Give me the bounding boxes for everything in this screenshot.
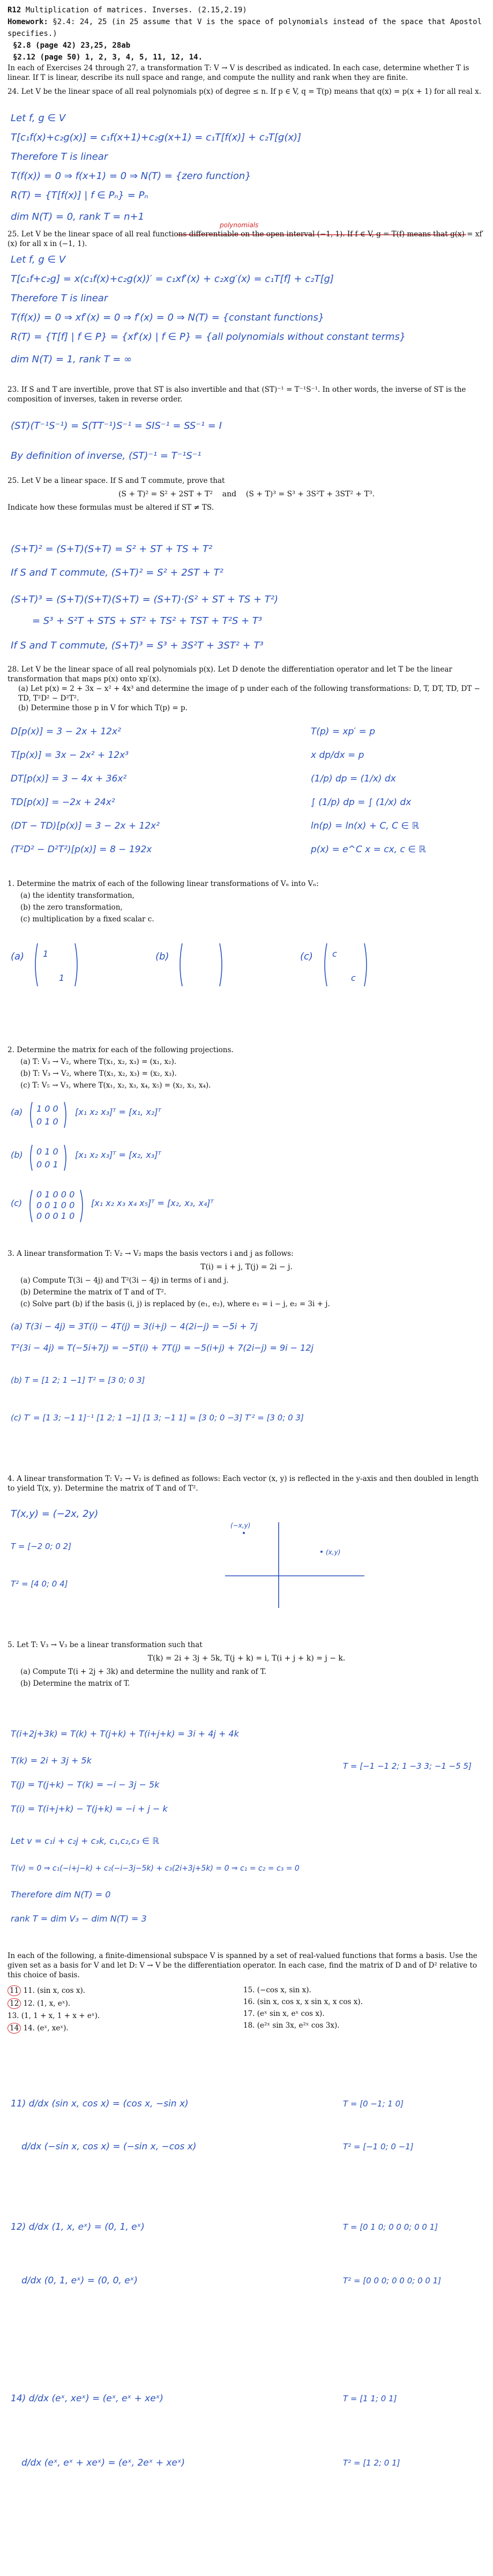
last-item-12-marker: 12	[8, 1998, 21, 2009]
svg-text:T² = [4 0; 0 4]: T² = [4 0; 0 4]	[11, 1579, 68, 1589]
last-item-13: 13. (1, 1 + x, 1 + x + eˣ).	[8, 2012, 100, 2020]
p25-hw-4: R(T) = {T[f] | f ∈ P} = {xf′(x) | f ∈ P} = {all polynomials without constant terms}	[11, 331, 406, 343]
last-hw-4: 14) d/dx (eˣ, xeˣ) = (eˣ, eˣ + xeˣ)	[11, 2393, 163, 2404]
p25b-hw-1: If S and T commute, (S+T)² = S² + 2ST + T²	[11, 567, 223, 578]
last-item-11-marker: 11	[8, 1985, 21, 1996]
p28-hw-left-2: DT[p(x)] = 3 − 4x + 36x²	[11, 773, 127, 784]
p24-hw-5: dim N(T) = 0, rank T = n+1	[11, 211, 145, 222]
p28-hw-right-2: (1/p) dp = (1/x) dx	[311, 773, 396, 784]
q4-text: 4. A linear transformation T: V₂ → V₂ is defined as follows: Each vector (x, y) is reflected in the y-axis and then doubled in length to yield T(x, y). Determine the matrix of T and of T².	[8, 1475, 479, 1493]
p25-hw-5: dim N(T) = 1, rank T = ∞	[11, 354, 132, 365]
q1-text: 1. Determine the matrix of each of the following linear transformations of Vₙ into Vₙ:	[8, 880, 319, 888]
svg-text:T = [−2 0; 0 2]: T = [−2 0; 0 2]	[11, 1542, 72, 1551]
svg-text:T² = [0 0 0; 0 0 0; 0 0 1]: T² = [0 0 0; 0 0 0; 0 0 1]	[343, 2276, 442, 2285]
q4-axes	[225, 1522, 364, 1608]
svg-text:(b) T = [1 2; 1 −1] T² =: (b) T = [1 2; 1 −1] T² = [3 0; 0 3]	[11, 1375, 145, 1385]
q2-item-c: (c) T: V₅ → V₃, where T(x₁, x₂, x₃, x₄, x₅) = (x₂, x₃, x₄).	[20, 1081, 211, 1090]
problem-28-a: (a) Let p(x) = 2 + 3x − x² + 4x³ and determine the image of p under each of the following transformations: D, T, DT, TD, DT − TD, T²D² − D²T².	[18, 684, 480, 703]
svg-text:(a): (a)	[11, 951, 25, 962]
p28-hw-right-4: ln(p) = ln(x) + C, C ∈ ℝ	[311, 821, 420, 831]
problem-24-text: 24. Let V be the linear space of all real polynomials p(x) of degree ≤ n. If p ∈ V, q = T(p) means that q(x) = p(x + 1) for all real x.	[8, 87, 482, 96]
intro-block	[8, 63, 485, 96]
q5-text: 5. Let T: V₃ → V₃ be a linear transformation such that	[8, 1641, 203, 1649]
svg-text:[x₁ x₂ x₃]ᵀ = [x₂, x₃]ᵀ: [x₁ x₂ x₃]ᵀ = [x₂, x₃]ᵀ	[75, 1150, 161, 1160]
p25-hw-2: Therefore T is linear	[11, 293, 108, 304]
svg-text:c: c	[351, 973, 356, 983]
title-code: R12	[8, 6, 21, 14]
q3-eq: T(i) = i + j, T(j) = 2i − j.	[200, 1263, 293, 1271]
svg-text:(x,y): (x,y)	[326, 1548, 341, 1556]
q5-hw-1: T(k) = 2i + 3j + 5k	[11, 1755, 92, 1766]
q4-matrices	[11, 1542, 71, 1589]
svg-text:(b): (b)	[155, 951, 169, 962]
last-item-18: 18. (e²ˣ sin 3x, e²ˣ cos 3x).	[243, 2021, 340, 2030]
last-hw-1: d/dx (−sin x, cos x) = (−sin x, −cos x)	[21, 2141, 197, 2152]
p24-hw-3: T(f(x)) = 0 ⇒ f(x+1) = 0 ⇒ N(T) = {zero function}	[11, 170, 251, 182]
last-hw-5: d/dx (eˣ, eˣ + xeˣ) = (eˣ, 2eˣ + xeˣ)	[21, 2458, 185, 2468]
q5-hw-3: T(i) = T(i+j+k) − T(j+k) = −i + j − k	[11, 1804, 168, 1814]
problem-28-b: (b) Determine those p in V for which T(p) = p.	[18, 704, 188, 712]
q5-item-b: (b) Determine the matrix of T.	[20, 1679, 130, 1688]
q5-hw-0: T(i+2j+3k) = T(k) + T(j+k) + T(i+j+k) = 3i + 4j + 4k	[11, 1729, 239, 1739]
p24-hw-4: R(T) = {T[f(x)] | f ∈ Pₙ} = Pₙ	[11, 190, 148, 201]
p25b-hw-2: (S+T)³ = (S+T)(S+T)(S+T) = (S+T)·(S² + ST + TS + T²)	[11, 594, 279, 605]
p25-hw-3: T(f(x)) = 0 ⇒ xf′(x) = 0 ⇒ f′(x) = 0 ⇒ N(T) = {constant functions}	[11, 312, 325, 323]
last-item-15: 15. (−cos x, sin x).	[243, 1986, 311, 1994]
svg-text:1: 1	[59, 973, 65, 983]
p25b-eq2: (S + T)³ = S³ + 3S²T + 3ST² + T³.	[245, 490, 375, 498]
svg-text:T = [0 −1; 1 0]: T = [0 −1; 1 0]	[343, 2099, 404, 2109]
p25-hw-1: T[c₁f+c₂g] = x(c₁f(x)+c₂g(x))′ = c₁xf′(x) + c₂xg′(x) = c₁T[f] + c₂T[g]	[11, 273, 334, 285]
q5-item-a: (a) Compute T(i + 2j + 3k) and determine the nullity and rank of T.	[20, 1667, 267, 1676]
problem-23	[8, 385, 485, 404]
q2-matrices	[11, 1102, 214, 1222]
last-hw-0: 11) d/dx (sin x, cos x) = (cos x, −sin x)	[11, 2098, 189, 2109]
q3-text: 3. A linear transformation T: V₂ → V₂ maps the basis vectors i and j as follows:	[8, 1249, 294, 1258]
svg-text:0 0 1: 0 0 1	[36, 1159, 58, 1170]
problem-25	[8, 229, 485, 249]
p28-hw-left-5: (T²D² − D²T²)[p(x)] = 8 − 192x	[11, 844, 152, 855]
problem-25b-text: 25. Let V be a linear space. If S and T commute, prove that	[8, 477, 225, 485]
svg-text:T = [1 1; 0 1]: T = [1 1; 0 1]	[343, 2394, 397, 2403]
q5-hw-7: rank T = dim V₃ − dim N(T) = 3	[11, 1914, 147, 1924]
q4-hw-0: T(x,y) = (−2x, 2y)	[11, 1508, 99, 1520]
svg-text:[x₁ x₂ x₃ x₄ x₅]ᵀ = [x₂, x₃, x: [x₁ x₂ x₃ x₄ x₅]ᵀ = [x₂, x₃, x₄]ᵀ	[91, 1198, 214, 1208]
homework-text: §2.4: 24, 25 (in 25 assume that V is the space of polynomials instead of the space that Apostol specifies.)	[8, 18, 482, 38]
svg-text:0 1 0 0 0: 0 1 0 0 0	[36, 1189, 75, 1200]
svg-text:[x₁ x₂ x₃]ᵀ = [x₁, x₂]ᵀ: [x₁ x₂ x₃]ᵀ = [x₁, x₂]ᵀ	[75, 1107, 161, 1117]
svg-text:0 0 0 1 0: 0 0 0 1 0	[36, 1211, 75, 1221]
p23-hw-1: By definition of inverse, (ST)⁻¹ = T⁻¹S⁻¹	[11, 450, 201, 461]
svg-text:(c): (c)	[11, 1198, 23, 1208]
q3-hw-1: T²(3i − 4j) = T(−5i+7j) = −5T(i) + 7T(j) = −5(i+j) + 7(2i−j) = 9i − 12j	[11, 1343, 313, 1353]
last-hw-3: d/dx (0, 1, eˣ) = (0, 0, eˣ)	[21, 2275, 138, 2286]
last-item-14: 14. (eˣ, xeˣ).	[23, 2024, 69, 2032]
last-item-11: 11. (sin x, cos x).	[23, 1986, 86, 1995]
p28-hw-right-0: T(p) = xp′ = p	[311, 726, 376, 737]
p28-hw-right-3: ∫ (1/p) dp = ∫ (1/x) dx	[311, 797, 412, 808]
last-item-17: 17. (eˣ sin x, eˣ cos x).	[243, 2009, 325, 2018]
last-item-12: 12. (1, x, eˣ).	[23, 1999, 71, 2008]
svg-text:0 1 0: 0 1 0	[36, 1146, 58, 1157]
question-2	[8, 1045, 485, 1092]
problem-25-text: 25. Let V be the linear space of all real functions differentiable on the open interval (−1, 1). If f ∈ V, g = T(f) means that g(x) = xf′(x) for all x in (−1, 1).	[8, 230, 484, 248]
problem-25b-text2: Indicate how these formulas must be altered if ST ≠ TS.	[8, 503, 214, 512]
question-3	[8, 1249, 485, 1311]
p25b-eq1: (S + T)² = S² + 2ST + T²	[118, 490, 213, 498]
q3-item-b: (b) Determine the matrix of T and of T².	[20, 1288, 167, 1297]
p28-hw-right-5: p(x) = e^C x = cx, c ∈ ℝ	[311, 844, 426, 855]
q5-matrix	[343, 1761, 472, 1771]
svg-text:c: c	[332, 949, 337, 959]
q1-item-b: (b) the zero transformation,	[20, 903, 123, 912]
q5-eq: T(k) = 2i + 3j + 5k, T(j + k) = i, T(i + j + k) = j − k.	[147, 1654, 346, 1663]
p25b-hw-3: = S³ + S²T + STS + ST² + TS² + TST + T²S + T³	[32, 615, 263, 627]
homework-label: Homework:	[8, 18, 48, 26]
p25b-hw-0: (S+T)² = (S+T)(S+T) = S² + ST + TS + T²	[11, 544, 213, 555]
question-5	[8, 1640, 485, 1691]
section-2-8: §2.8 (page 42) 23,25, 28ab	[13, 41, 131, 50]
q3-item-c: (c) Solve part (b) if the basis (i, j) is replaced by (e₁, e₂), where e₁ = i − j, e₂ = 3i + j.	[20, 1300, 330, 1308]
last-text: In each of the following, a finite-dimensional subspace V is spanned by a set of real-valued functions that forms a basis. Use the given set as a basis for V and let D: V → V be the differentiation operator. In each case, find the matrix of D and of D² relative to this choice of basis.	[8, 1952, 477, 1979]
q3-item-a: (a) Compute T(3i − 4j) and T²(3i − 4j) in terms of i and j.	[20, 1276, 229, 1285]
svg-text:(a): (a)	[11, 1107, 23, 1117]
question-4	[8, 1474, 485, 1493]
q2-item-b: (b) T: V₃ → V₂, where T(x₁, x₂, x₃) = (x₂, x₃).	[20, 1069, 177, 1078]
p28-hw-left-1: T[p(x)] = 3x − 2x² + 12x³	[11, 750, 129, 761]
svg-text:(c) T′ = [1 3; −1 1]⁻¹ [1 2;: (c) T′ = [1 3; −1 1]⁻¹ [1 2; 1 −1] [1 3; −1 1] = [3 0; 0 −3] T′² = [3 0; 0 3]	[11, 1413, 304, 1423]
problem-28-text: 28. Let V be the linear space of all real polynomials p(x). Let D denote the differentiation operator and let T be the linear transformation that maps p(x) onto xp′(x).	[8, 665, 452, 683]
q5-hw-2: T(j) = T(j+k) − T(k) = −i − 3j − 5k	[11, 1780, 160, 1790]
svg-text:0 0 1 0 0: 0 0 1 0 0	[36, 1200, 75, 1210]
q3-matrices	[11, 1375, 304, 1423]
svg-text:1: 1	[43, 949, 49, 959]
q3-hw-0: (a) T(3i − 4j) = 3T(i) − 4T(j) = 3(i+j) − 4(2i−j) = −5i + 7j	[11, 1321, 258, 1331]
problem-23-text: 23. If S and T are invertible, prove that ST is also invertible and that (ST)⁻¹ = T⁻¹S⁻¹. In other words, the inverse of ST is the composition of inverses, taken in reverse order.	[8, 385, 466, 404]
header	[0, 0, 493, 63]
q1-matrices	[11, 943, 367, 986]
svg-text:T² = [−1 0; 0 −1]: T² = [−1 0; 0 −1]	[343, 2142, 414, 2151]
svg-text:(b): (b)	[11, 1150, 23, 1160]
q1-item-a: (a) the identity transformation,	[20, 891, 135, 900]
last-matrices	[343, 2099, 441, 2468]
svg-text:(c): (c)	[300, 951, 313, 962]
q2-item-a: (a) T: V₃ → V₂, where T(x₁, x₂, x₃) = (x₁, x₂).	[20, 1058, 177, 1066]
p28-hw-left-3: TD[p(x)] = −2x + 24x²	[11, 797, 115, 808]
last-item-16: 16. (sin x, cos x, x sin x, x cos x).	[243, 1998, 363, 2006]
svg-text:1 0 0: 1 0 0	[36, 1104, 58, 1114]
svg-text:(−x,y): (−x,y)	[230, 1522, 251, 1529]
svg-text:T = [0 1 0; 0 0 0; 0 0 1]: T = [0 1 0; 0 0 0; 0 0 1]	[343, 2222, 438, 2232]
p24-hw-0: Let f, g ∈ V	[11, 113, 66, 124]
q1-item-c: (c) multiplication by a fixed scalar c.	[20, 915, 154, 924]
svg-text:T = [−1 −1 2; 1 −3 3; −1 −5 5]: T = [−1 −1 2; 1 −3 3; −1 −5 5]	[343, 1761, 472, 1771]
p28-hw-left-4: (DT − TD)[p(x)] = 3 − 2x + 12x²	[11, 821, 160, 831]
question-1	[8, 879, 485, 926]
p25-hw-0: Let f, g ∈ V	[11, 254, 66, 265]
intro-text: In each of Exercises 24 through 27, a transformation T: V → V is described as indicated. In each case, determine whether T is linear. If T is linear, describe its null space and range, and compute the nullity and rank when they are finite.	[8, 64, 469, 82]
q2-text: 2. Determine the matrix for each of the following projections.	[8, 1046, 234, 1054]
p28-hw-left-0: D[p(x)] = 3 − 2x + 12x²	[11, 726, 121, 737]
p28-hw-right-1: x dp/dx = p	[311, 750, 364, 761]
p25b-and: and	[222, 490, 237, 498]
p25-correction: polynomials	[220, 221, 259, 229]
last-item-14-marker: 14	[8, 2023, 21, 2034]
svg-text:T² = [1 2; 0 1]: T² = [1 2; 0 1]	[343, 2458, 400, 2468]
last-hw-2: 12) d/dx (1, x, eˣ) = (0, 1, eˣ)	[11, 2222, 145, 2232]
q5-hw-6: Therefore dim N(T) = 0	[11, 1889, 111, 1900]
p24-hw-2: Therefore T is linear	[11, 151, 108, 162]
svg-text:0 1 0: 0 1 0	[36, 1116, 58, 1127]
final-section	[8, 1951, 485, 2036]
problem-28	[8, 665, 485, 713]
q5-hw-5: T(v) = 0 ⇒ c₁(−i+j−k) + c₂(−i−3j−5k) + c₃(2i+3j+5k) = 0 ⇒ c₁ = c₂ = c₃ = 0	[11, 1864, 300, 1873]
problem-25b	[8, 476, 485, 512]
p23-hw-0: (ST)(T⁻¹S⁻¹) = S(TT⁻¹)S⁻¹ = SIS⁻¹ = SS⁻¹ = I	[11, 420, 222, 431]
section-2-12: §2.12 (page 50) 1, 2, 3, 4, 5, 11, 12, 14.	[13, 53, 203, 62]
p24-hw-1: T[c₁f(x)+c₂g(x)] = c₁f(x+1)+c₂g(x+1) = c₁T[f(x)] + c₂T[g(x)]	[11, 132, 302, 143]
title-text: Multiplication of matrices. Inverses. (2.15,2.19)	[25, 6, 247, 14]
q5-hw-4: Let v = c₁i + c₂j + c₃k, c₁,c₂,c₃ ∈ ℝ	[11, 1836, 159, 1846]
p25b-hw-4: If S and T commute, (S+T)³ = S³ + 3S²T + 3ST² + T³	[11, 640, 264, 651]
